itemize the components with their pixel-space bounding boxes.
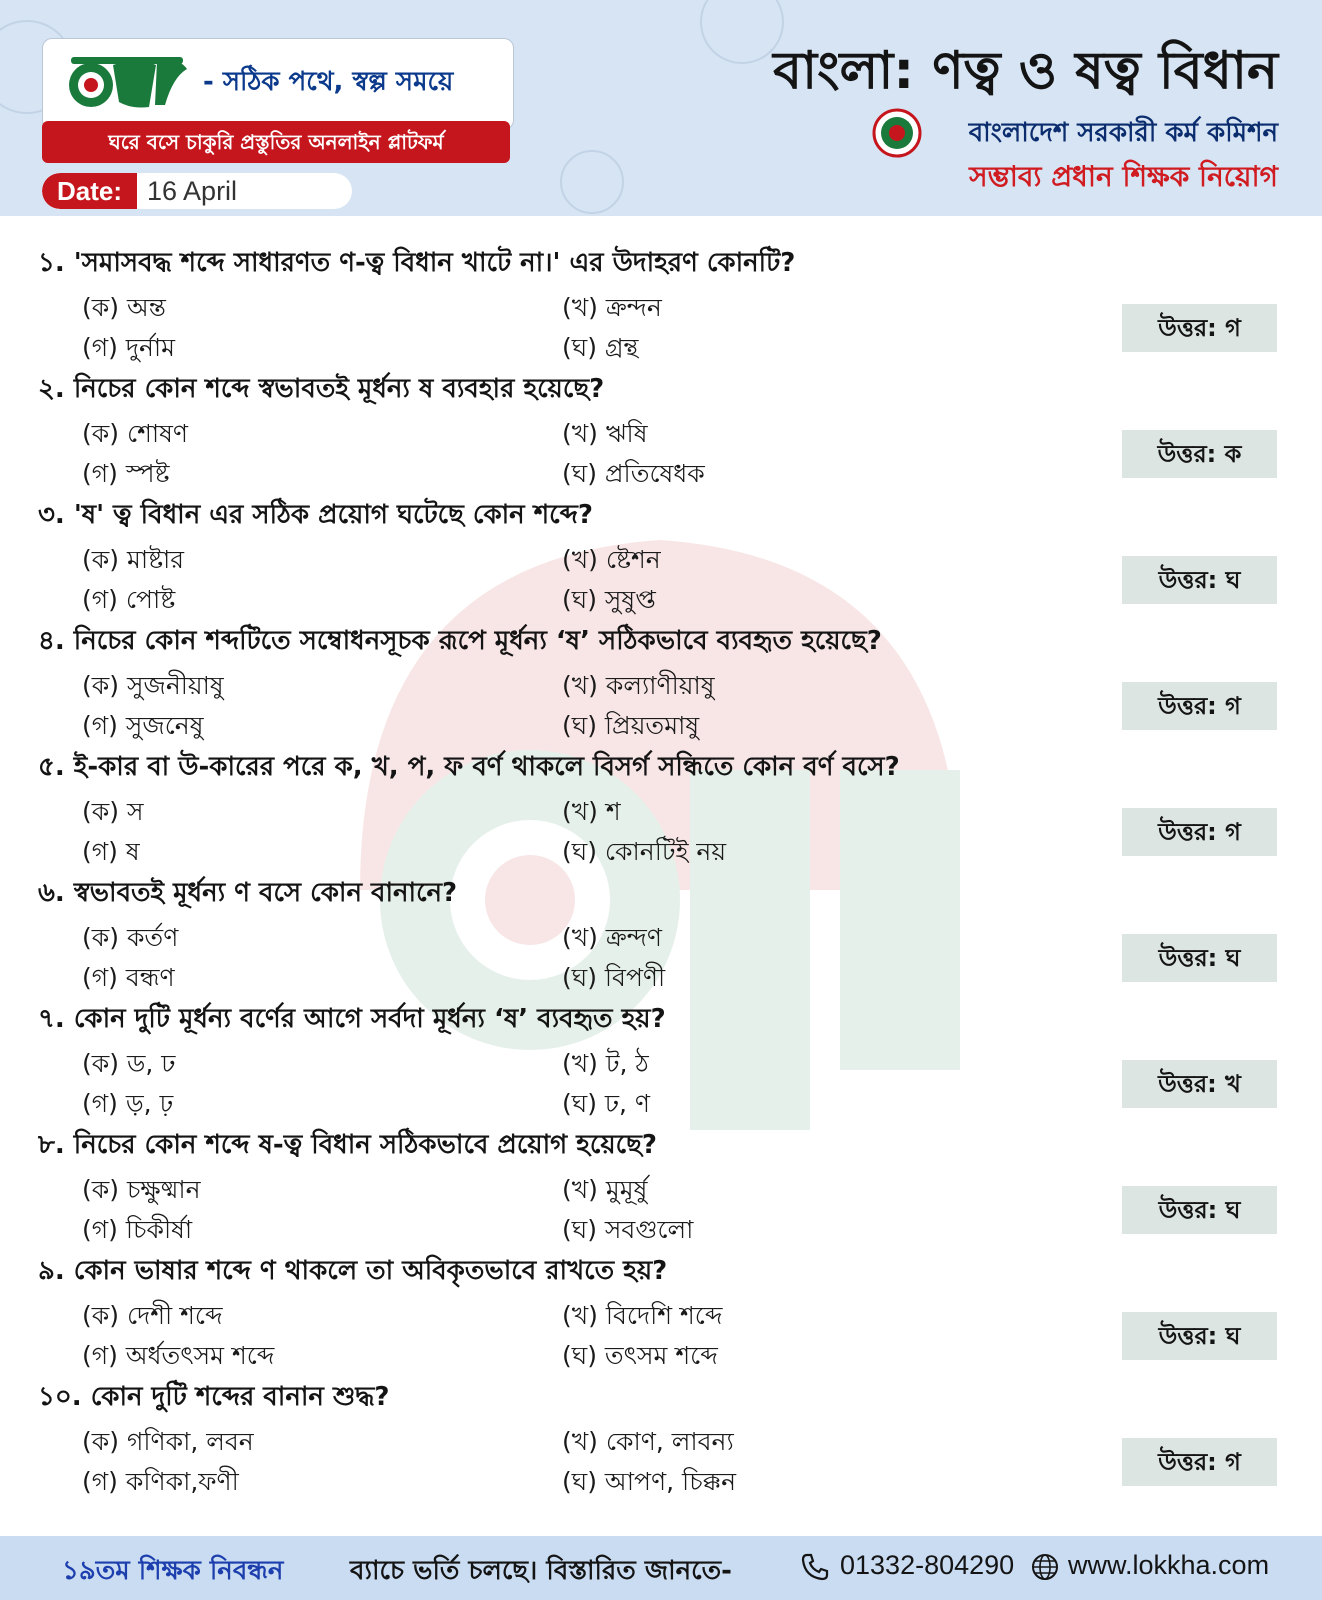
question-text: ৭. কোন দুটি মূর্ধন্য বর্ণের আগে সর্বদা মূর্ধন্য ‘ষ’ ব্যবহৃত হয়? [38, 1004, 666, 1034]
option-gha[interactable]: (ঘ) বিপণী [562, 963, 666, 992]
background-doodle [560, 150, 624, 214]
website-link[interactable]: www.lokkha.com [1068, 1550, 1270, 1580]
option-gha[interactable]: (ঘ) তৎসম শব্দে [562, 1341, 718, 1370]
footer-highlight: ১৯তম শিক্ষক নিবন্ধন [62, 1556, 284, 1586]
option-kha[interactable]: (খ) বিদেশি শব্দে [562, 1301, 723, 1330]
question-text: ১০. কোন দুটি শব্দের বানান শুদ্ধ? [38, 1382, 390, 1412]
question-item [0, 1376, 1322, 1502]
option-gha[interactable]: (ঘ) প্রতিষেধক [562, 459, 705, 488]
question-item [0, 872, 1322, 998]
answer-badge: উত্তর: ঘ [1122, 1186, 1277, 1234]
answer-badge: উত্তর: ঘ [1122, 1312, 1277, 1360]
option-gha[interactable]: (ঘ) আপণ, চিক্কন [562, 1467, 737, 1496]
footer [0, 1536, 1322, 1600]
brand-logo-card[interactable] [42, 38, 514, 130]
question-item [0, 494, 1322, 620]
option-ka[interactable]: (ক) সুজনীয়াষু [82, 671, 224, 700]
option-ka[interactable]: (ক) ড, ঢ [82, 1049, 176, 1078]
option-ga[interactable]: (গ) সুজনেষু [82, 711, 204, 740]
question-item [0, 1124, 1322, 1250]
exam-name: সম্ভাব্য প্রধান শিক্ষক নিয়োগ [969, 160, 1278, 193]
footer-message: ব্যাচে ভর্তি চলছে। বিস্তারিত জানতে- [350, 1556, 732, 1586]
date-badge [42, 173, 352, 209]
option-kha[interactable]: (খ) ঋষি [562, 419, 648, 448]
date-label: Date: [42, 173, 137, 209]
option-ga[interactable]: (গ) কণিকা,ফণী [82, 1467, 239, 1496]
option-kha[interactable]: (খ) ক্রন্দন [562, 293, 662, 322]
date-value: 16 April [147, 176, 238, 206]
question-text: ৬. স্বভাবতই মূর্ধন্য ণ বসে কোন বানানে? [38, 878, 458, 908]
question-item [0, 242, 1322, 368]
answer-badge: উত্তর: গ [1122, 682, 1277, 730]
answer-badge: উত্তর: ঘ [1122, 934, 1277, 982]
question-item [0, 746, 1322, 872]
question-text: ২. নিচের কোন শব্দে স্বভাবতই মূর্ধন্য ষ ব্যবহার হয়েছে? [38, 374, 605, 404]
question-item [0, 998, 1322, 1124]
option-ka[interactable]: (ক) দেশী শব্দে [82, 1301, 223, 1330]
question-item [0, 1250, 1322, 1376]
platform-banner: ঘরে বসে চাকুরি প্রস্তুতির অনলাইন প্লাটফর্ম [42, 121, 510, 163]
option-kha[interactable]: (খ) ট, ঠ [562, 1049, 649, 1078]
page-title: বাংলা: ণত্ব ও ষত্ব বিধান [773, 41, 1278, 101]
option-ga[interactable]: (গ) বন্ধণ [82, 963, 175, 992]
option-kha[interactable]: (খ) ক্রন্দণ [562, 923, 662, 952]
phone-icon [800, 1552, 830, 1582]
commission-name: বাংলাদেশ সরকারী কর্ম কমিশন [968, 118, 1278, 148]
header [0, 0, 1322, 216]
question-item [0, 368, 1322, 494]
question-text: ৮. নিচের কোন শব্দে ষ-ত্ব বিধান সঠিকভাবে প্রয়োগ হয়েছে? [38, 1130, 657, 1160]
question-text: ৫. ই-কার বা উ-কারের পরে ক, খ, প, ফ বর্ণ থাকলে বিসর্গ সন্ধিতে কোন বর্ণ বসে? [38, 752, 900, 782]
answer-badge: উত্তর: গ [1122, 304, 1277, 352]
question-text: ৪. নিচের কোন শব্দটিতে সম্বোধনসূচক রূপে মূর্ধন্য ‘ষ’ সঠিকভাবে ব্যবহৃত হয়েছে? [38, 626, 882, 656]
question-text: ৩. 'ষ' ত্ব বিধান এর সঠিক প্রয়োগ ঘটেছে কোন শব্দে? [38, 500, 593, 530]
phone-number[interactable]: 01332-804290 [840, 1550, 1015, 1580]
option-ka[interactable]: (ক) চক্ষুষ্মান [82, 1175, 201, 1204]
option-kha[interactable]: (খ) শ [562, 797, 621, 826]
option-ga[interactable]: (গ) পোষ্ট [82, 585, 176, 614]
option-gha[interactable]: (ঘ) ঢ, ণ [562, 1089, 651, 1118]
option-gha[interactable]: (ঘ) কোনটিই নয় [562, 837, 727, 866]
lokkha-logo-icon [61, 47, 191, 117]
answer-badge: উত্তর: ঘ [1122, 556, 1277, 604]
answer-badge: উত্তর: খ [1122, 1060, 1277, 1108]
answer-badge: উত্তর: গ [1122, 1438, 1277, 1486]
option-ka[interactable]: (ক) কর্তণ [82, 923, 179, 952]
option-gha[interactable]: (ঘ) গ্রন্থ [562, 333, 639, 362]
answer-badge: উত্তর: গ [1122, 808, 1277, 856]
option-ka[interactable]: (ক) মাষ্টার [82, 545, 185, 574]
option-ka[interactable]: (ক) অন্ত [82, 293, 166, 322]
globe-icon [1030, 1552, 1060, 1582]
option-gha[interactable]: (ঘ) প্রিয়তমাষু [562, 711, 700, 740]
option-ka[interactable]: (ক) স [82, 797, 144, 826]
option-ga[interactable]: (গ) দুর্নাম [82, 333, 176, 362]
option-ga[interactable]: (গ) ড়, ঢ় [82, 1089, 174, 1118]
option-ga[interactable]: (গ) চিকীর্ষা [82, 1215, 193, 1244]
option-ga[interactable]: (গ) অর্ধতৎসম শব্দে [82, 1341, 275, 1370]
option-gha[interactable]: (ঘ) সবগুলো [562, 1215, 694, 1244]
option-kha[interactable]: (খ) কোণ, লাবন্য [562, 1427, 734, 1456]
background-doodle [700, 0, 784, 64]
option-kha[interactable]: (খ) ষ্টেশন [562, 545, 661, 574]
option-ka[interactable]: (ক) গণিকা, লবন [82, 1427, 254, 1456]
government-seal-icon [872, 108, 922, 158]
option-ka[interactable]: (ক) শোষণ [82, 419, 189, 448]
question-item [0, 620, 1322, 746]
answer-badge: উত্তর: ক [1122, 430, 1277, 478]
brand-slogan: - সঠিক পথে, স্বল্প সময়ে [203, 67, 454, 97]
option-gha[interactable]: (ঘ) সুষুপ্ত [562, 585, 656, 614]
option-kha[interactable]: (খ) কল্যাণীয়াষু [562, 671, 715, 700]
option-ga[interactable]: (গ) স্পষ্ট [82, 459, 170, 488]
option-kha[interactable]: (খ) মুমূর্ষু [562, 1175, 648, 1204]
question-text: ৯. কোন ভাষার শব্দে ণ থাকলে তা অবিকৃতভাবে রাখতে হয়? [38, 1256, 668, 1286]
option-ga[interactable]: (গ) ষ [82, 837, 140, 866]
question-text: ১. 'সমাসবদ্ধ শব্দে সাধারণত ণ-ত্ব বিধান খাটে না।' এর উদাহরণ কোনটি? [38, 248, 796, 278]
